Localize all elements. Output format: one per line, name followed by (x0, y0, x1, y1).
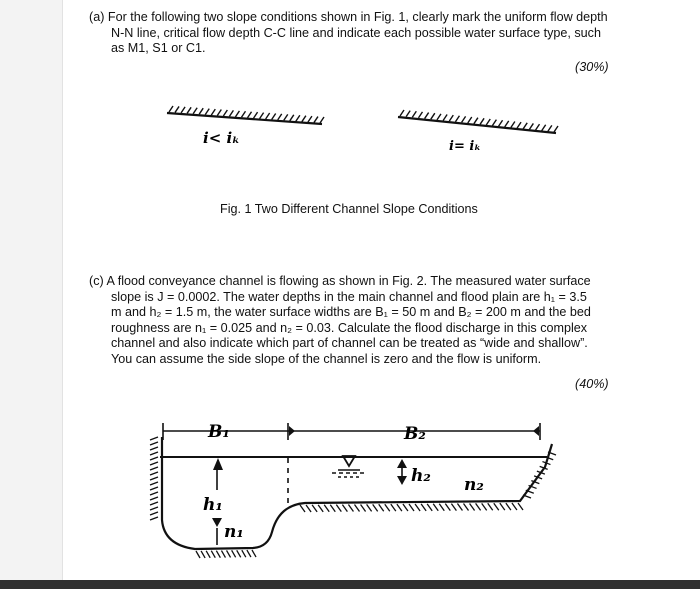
question-c-line-2: slope is J = 0.0002. The water depths in the main channel and flood plain are h₁ = 3.5 (111, 289, 587, 304)
question-a-line-2: N-N line, critical flow depth C-C line and indicate each possible water surface type, such (111, 25, 601, 40)
label-h1: h₁ (203, 495, 223, 515)
question-c-line-3: m and h₂ = 1.5 m, the water surface widths are B₁ = 50 m and B₂ = 200 m and the bed (111, 305, 591, 319)
label-b2: B₂ (404, 424, 426, 444)
figure-1-caption: Fig. 1 Two Different Channel Slope Conditions (220, 202, 478, 216)
figure-1-left-label: i< iₖ (203, 129, 241, 147)
label-n1: n₁ (224, 522, 244, 542)
question-c-line-6: You can assume the side slope of the channel is zero and the flow is uniform. (111, 351, 542, 366)
label-b1: B₁ (208, 422, 230, 442)
question-c-marks: (40%) (575, 377, 609, 391)
channel-bed (162, 437, 552, 549)
bottom-edge-bar (0, 580, 700, 589)
question-a-line-1: (a) For the following two slope conditions shown in Fig. 1, clearly mark the uniform flow depth (89, 10, 608, 24)
label-n2: n₂ (464, 475, 484, 495)
question-c-line-1: (c) A flood conveyance channel is flowing as shown in Fig. 2. The measured water surface (89, 274, 591, 288)
question-c-line-4: roughness are n₁ = 0.025 and n₂ = 0.03. Calculate the flood discharge in this complex (111, 320, 588, 335)
question-c-line-5: channel and also indicate which part of channel can be treated as “wide and shallow”. (111, 336, 588, 350)
question-a-line-3: as M1, S1 or C1. (111, 41, 206, 55)
figure-1-right-label: i= iₖ (449, 139, 482, 154)
label-h2: h₂ (411, 466, 431, 486)
question-a-marks: (30%) (575, 60, 609, 74)
